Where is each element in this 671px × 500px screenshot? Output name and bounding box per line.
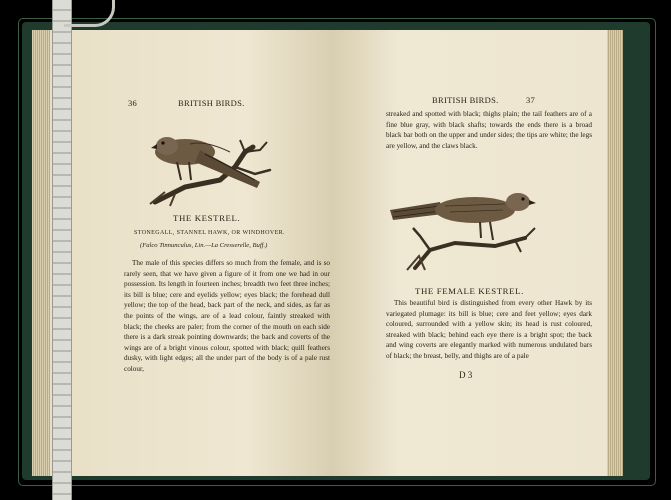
right-page (330, 30, 607, 476)
continuation-paragraph: streaked and spotted with black; thighs plain; the tail feathers are of a fine blue gray, with black shafts; towards the ends there is a broad black bar both on the upper and under sides; the tips are white; the legs are yellow, and the claws black. (386, 110, 592, 150)
continuation-text (386, 109, 592, 151)
article-title: THE KESTREL. (173, 213, 241, 223)
left-page (50, 30, 330, 476)
body-paragraph: The male of this species differs so much from the female, and is so rarely seen, that we have given a figure of it from one we had in our possession. Its length in fourteen inches; breadth two feet three inches; its bill is blue; cere and eyelids yellow; eyes black; the forehead dull yellow; the top of the head, back part of the neck, and sides, as far as the points of the wings, are of a lead colour, faintly streaked with black; the cheeks are paler; from the corner of the mouth on each side there is a dark streak pointing downwards; the back and coverts of the wings are of a bright vinous colour, spotted with black; quill feathers dusky, with light edges; all the under part of the body is of a pale rust colour, (124, 259, 330, 373)
article-synonyms: STONEGALL, STANNEL HAWK, OR WINDHOVER. (134, 230, 285, 236)
kestrel-illustration (145, 122, 285, 207)
signature-mark: D 3 (459, 370, 473, 380)
body-paragraph: This beautiful bird is distinguished from every other Hawk by its variegated plumage: its bill is blue; cere and feet yellow; eyes dark coloured, surrounded with a yellow skin; its head is rust coloured, streaked with black; behind each eye there is a bright spot; the back and wing coverts are elegantly marked with numerous undulated bars of black; the breast, belly, and thighs are of a pale (386, 299, 592, 360)
article-body (124, 258, 330, 375)
latin-names: (Falco Tinnunculus, Lin.—La Cresserelle, Buff.) (140, 242, 268, 249)
running-head: BRITISH BIRDS. (178, 98, 245, 108)
running-head: BRITISH BIRDS. (432, 95, 499, 105)
page-edges-right (605, 30, 623, 476)
page-edges-left (32, 30, 50, 476)
bookmark-ribbon (52, 0, 72, 500)
female-kestrel-illustration (385, 188, 545, 273)
page-number: 36 (128, 98, 138, 108)
page-number: 37 (526, 95, 536, 105)
article-body (386, 298, 592, 362)
article-title: THE FEMALE KESTREL. (415, 286, 524, 296)
